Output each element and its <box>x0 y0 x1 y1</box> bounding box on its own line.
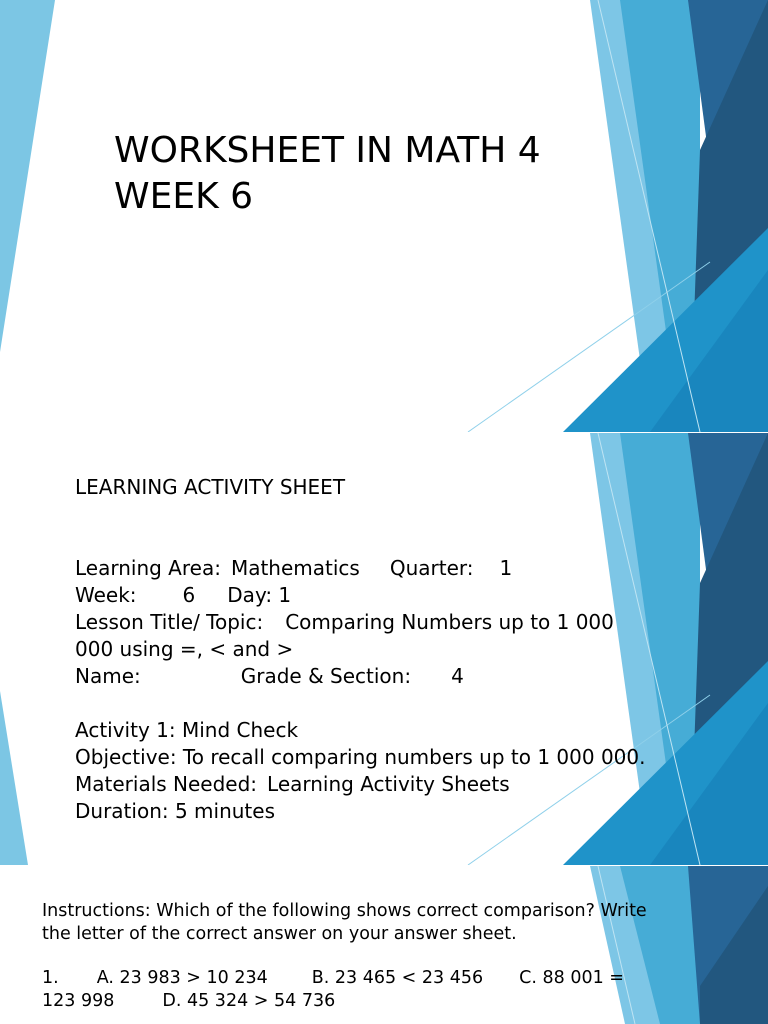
choice-a: A. 23 983 > 10 234 <box>96 968 268 988</box>
instructions-slide <box>0 866 768 1024</box>
question-item-1-continued <box>42 990 722 1013</box>
week-label: Week: <box>75 583 137 607</box>
quarter-label: Quarter: <box>389 556 474 580</box>
materials-row <box>75 771 645 798</box>
name-label: Name: <box>75 664 141 688</box>
lesson-row <box>75 609 614 636</box>
name-row <box>75 663 614 690</box>
grade-section-label: Grade & Section: <box>240 664 412 688</box>
choice-c-continued: 123 998 <box>42 991 115 1011</box>
sheet-details <box>75 555 614 690</box>
choice-b: B. 23 465 < 23 456 <box>311 968 484 988</box>
learning-area-value: Mathematics <box>230 556 360 580</box>
lesson-label: Lesson Title/ Topic: <box>75 610 264 634</box>
materials-value: Learning Activity Sheets <box>267 772 510 796</box>
learning-area-row <box>75 555 614 582</box>
choice-d: D. 45 324 > 54 736 <box>162 991 336 1011</box>
left-triangle <box>0 691 28 865</box>
instructions-line-1: Instructions: Which of the following shows correct comparison? Write <box>42 901 647 921</box>
activity-sheet-slide <box>0 433 768 865</box>
item-number: 1. <box>42 968 59 988</box>
heading-text: LEARNING ACTIVITY SHEET <box>75 475 346 499</box>
instructions-line-2: the letter of the correct answer on your answer sheet. <box>42 924 517 944</box>
question-block <box>42 900 722 1013</box>
week-value: 6 <box>182 583 196 607</box>
title-line-1: WORKSHEET IN MATH 4 <box>114 130 541 171</box>
activity-details <box>75 717 645 825</box>
week-row <box>75 582 614 609</box>
objective-text: Objective: To recall comparing numbers up to 1 000 000. <box>75 745 646 769</box>
title-line-2: WEEK 6 <box>114 176 254 217</box>
lesson-value-continued: 000 using =, < and > <box>75 637 294 661</box>
materials-label: Materials Needed: <box>75 772 258 796</box>
sheet-heading <box>75 474 345 501</box>
title-slide <box>0 0 768 432</box>
quarter-value: 1 <box>499 556 513 580</box>
slide-title <box>114 128 541 220</box>
lesson-row-continued <box>75 636 614 663</box>
grade-section-value: 4 <box>451 664 464 688</box>
day-label: Day: 1 <box>227 583 292 607</box>
activity-title: Activity 1: Mind Check <box>75 718 299 742</box>
duration-text: Duration: 5 minutes <box>75 799 275 823</box>
learning-area-label: Learning Area: <box>75 556 221 580</box>
left-triangle <box>0 0 55 352</box>
question-item-1 <box>42 967 722 990</box>
lesson-value: Comparing Numbers up to 1 000 <box>285 610 614 634</box>
choice-c: C. 88 001 = <box>519 968 624 988</box>
